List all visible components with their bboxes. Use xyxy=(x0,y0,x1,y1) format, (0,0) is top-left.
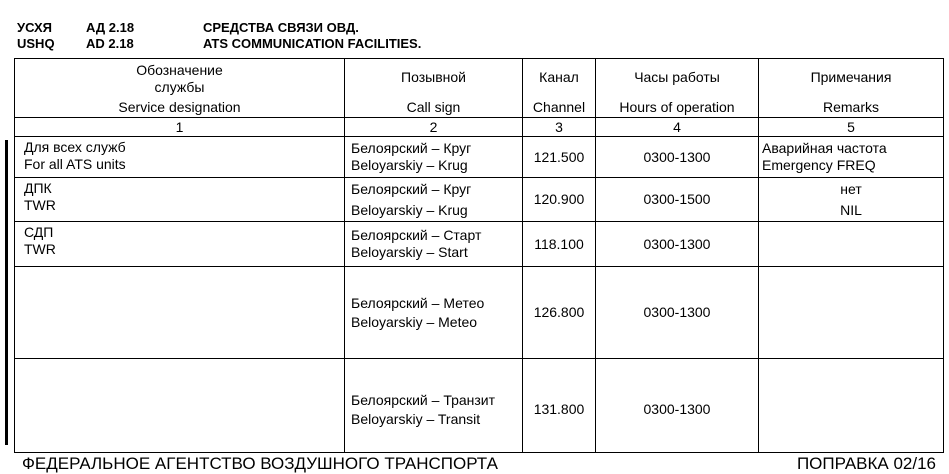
page-header xyxy=(17,20,421,52)
callsign-cell xyxy=(345,137,523,178)
margin-bar xyxy=(5,140,8,445)
service-ru: Для всех служб xyxy=(24,139,126,155)
service-cell xyxy=(15,137,345,178)
service-cell xyxy=(15,222,345,267)
remarks-cell xyxy=(759,222,944,267)
table-row xyxy=(15,137,944,178)
channel-cell: 126.800 xyxy=(523,267,596,359)
callsign-ru: Белоярский – Круг xyxy=(351,140,472,156)
hours-cell: 0300-1300 xyxy=(596,267,759,359)
table-row xyxy=(15,359,944,453)
remarks-en: NIL xyxy=(840,201,862,218)
remarks-ru: Аварийная частота xyxy=(762,140,887,156)
header-row-ru xyxy=(17,20,421,36)
table-row xyxy=(15,267,944,359)
remarks-cell xyxy=(759,267,944,359)
callsign-en: Beloyarskiy – Krug xyxy=(351,157,468,173)
header-channel: Канал Channel xyxy=(523,59,596,118)
column-number: 2 xyxy=(345,118,523,137)
hours-cell: 0300-1300 xyxy=(596,222,759,267)
header-remarks: Примечания Remarks xyxy=(759,59,944,118)
section-title-en: ATS COMMUNICATION FACILITIES. xyxy=(203,36,422,51)
column-number: 5 xyxy=(759,118,944,137)
callsign-cell xyxy=(345,359,523,453)
column-number: 4 xyxy=(596,118,759,137)
aerodrome-code-en: USHQ xyxy=(17,36,55,51)
channel-cell: 120.900 xyxy=(523,178,596,222)
service-ru: ДПК xyxy=(24,180,52,196)
hours-cell: 0300-1300 xyxy=(596,137,759,178)
remarks-ru: нет xyxy=(840,180,862,197)
column-number: 3 xyxy=(523,118,596,137)
callsign-ru: Белоярский – Транзит xyxy=(351,391,496,408)
table-row xyxy=(15,178,944,222)
section-number-ru: АД 2.18 xyxy=(86,20,135,35)
callsign-ru: Белоярский – Старт xyxy=(351,227,482,243)
remarks-cell xyxy=(759,178,944,222)
section-number-en: AD 2.18 xyxy=(86,36,134,51)
footer-amendment: ПОПРАВКА 02/16 xyxy=(796,454,936,473)
service-en: For all ATS units xyxy=(24,156,126,172)
callsign-en: Beloyarskiy – Transit xyxy=(351,410,481,427)
callsign-ru: Белоярский – Метео xyxy=(351,294,485,311)
hours-cell: 0300-1500 xyxy=(596,178,759,222)
remarks-cell xyxy=(759,137,944,178)
header-service-designation: Обозначение службы Service designation xyxy=(15,59,345,118)
service-en: TWR xyxy=(24,197,56,213)
service-cell xyxy=(15,267,345,359)
callsign-en: Beloyarskiy – Meteo xyxy=(351,313,478,330)
ats-communication-table xyxy=(14,58,944,453)
callsign-en: Beloyarskiy – Krug xyxy=(351,201,468,218)
callsign-cell xyxy=(345,178,523,222)
service-cell xyxy=(15,359,345,453)
column-number-row xyxy=(15,118,944,137)
remarks-en: Emergency FREQ xyxy=(762,157,876,173)
channel-cell: 131.800 xyxy=(523,359,596,453)
header-call-sign: Позывной Call sign xyxy=(345,59,523,118)
aerodrome-code-ru: УСХЯ xyxy=(17,20,52,35)
callsign-ru: Белоярский – Круг xyxy=(351,180,472,197)
hours-cell: 0300-1300 xyxy=(596,359,759,453)
header-hours-of-operation: Часы работы Hours of operation xyxy=(596,59,759,118)
column-number: 1 xyxy=(15,118,345,137)
callsign-en: Beloyarskiy – Start xyxy=(351,244,468,260)
callsign-cell xyxy=(345,222,523,267)
channel-cell: 118.100 xyxy=(523,222,596,267)
callsign-cell xyxy=(345,267,523,359)
service-cell xyxy=(15,178,345,222)
remarks-cell xyxy=(759,359,944,453)
section-title-ru: СРЕДСТВА СВЯЗИ ОВД. xyxy=(203,20,359,35)
footer-agency: ФЕДЕРАЛЬНОЕ АГЕНТСТВО ВОЗДУШНОГО ТРАНСПОРТА xyxy=(22,454,498,473)
table-header-row xyxy=(15,59,944,118)
header-row-en xyxy=(17,36,421,52)
channel-cell: 121.500 xyxy=(523,137,596,178)
service-ru: СДП xyxy=(24,224,54,240)
service-en: TWR xyxy=(24,241,56,257)
table-row xyxy=(15,222,944,267)
